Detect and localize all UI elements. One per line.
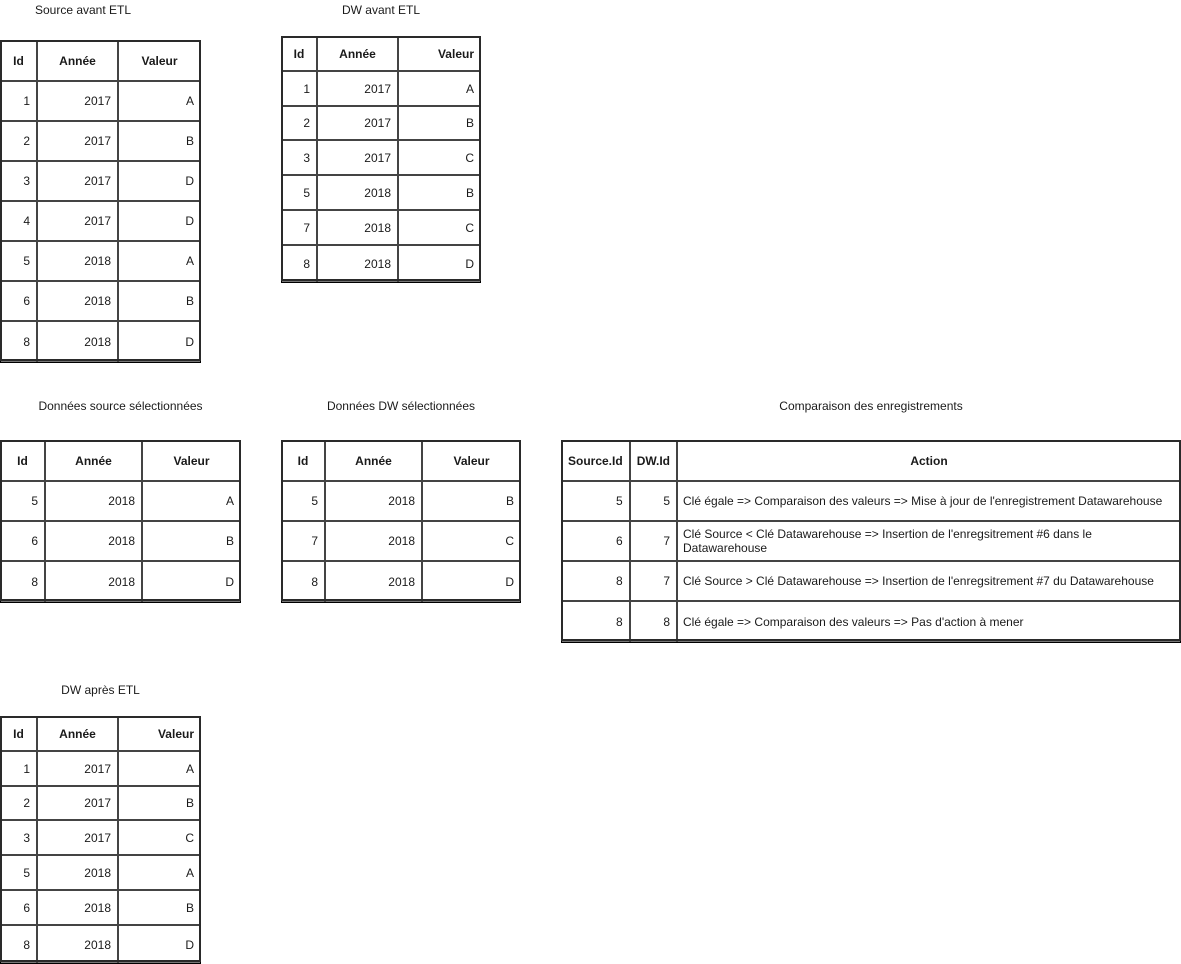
cell-value: D — [505, 575, 514, 589]
dw-after-table — [0, 716, 201, 964]
cell-value: D — [185, 937, 194, 952]
table-header-row — [282, 441, 520, 482]
table-row — [1, 926, 200, 963]
column-header: Valeur — [399, 37, 480, 72]
cell-id: 3 — [282, 141, 318, 176]
cell-year: 2018 — [318, 211, 399, 246]
cell-year: 2017 — [38, 787, 119, 821]
source-before-title: Source avant ETL — [34, 3, 132, 17]
cell-action: Clé Source < Clé Datawarehouse => Insertion de l'enregsitrement #6 dans le Datawarehouse — [678, 522, 1180, 562]
cell-dw-id: 7 — [631, 522, 678, 562]
table-header-row — [1, 717, 200, 752]
cell-id: 5 — [1, 242, 38, 282]
table-row — [562, 602, 1180, 642]
cell-id: 8 — [282, 562, 326, 602]
column-header: Valeur — [143, 441, 240, 482]
source-selected-table — [0, 440, 241, 603]
cell-value: B — [399, 107, 480, 141]
cell-value: D — [185, 335, 194, 349]
cell-id: 2 — [282, 107, 318, 141]
dw-before-title: DW avant ETL — [341, 3, 421, 17]
cell-value: D — [465, 257, 474, 271]
cell-source-id: 5 — [562, 482, 631, 522]
cell-id: 5 — [1, 482, 46, 522]
table-row — [282, 72, 480, 107]
dw-after-title: DW après ETL — [61, 683, 140, 697]
cell-year: 2017 — [38, 122, 119, 162]
table-row — [282, 482, 520, 522]
cell-year: 2018 — [46, 482, 143, 522]
table-row — [282, 176, 480, 211]
cell-year: 2017 — [38, 821, 119, 856]
cell-year: 2018 — [46, 522, 143, 562]
table-row — [1, 522, 240, 562]
column-header: Id — [1, 717, 38, 752]
cell-year: 2017 — [38, 162, 119, 202]
cell-value: B — [119, 787, 200, 821]
cell-value: A — [119, 752, 200, 787]
table-row — [1, 752, 200, 787]
table-row — [1, 322, 200, 362]
table-row — [1, 482, 240, 522]
cell-dw-id: 5 — [631, 482, 678, 522]
table-row — [1, 562, 240, 602]
cell-year: 2018 — [38, 891, 119, 926]
cell-source-id: 8 — [562, 602, 631, 642]
column-header: Source.Id — [562, 441, 631, 482]
source-before-table — [0, 40, 201, 363]
column-header: Id — [282, 37, 318, 72]
cell-year: 2018 — [38, 322, 119, 362]
cell-id: 6 — [1, 522, 46, 562]
table-row — [1, 242, 200, 282]
cell-value: D — [225, 575, 234, 589]
table-row — [282, 246, 480, 282]
table-row — [282, 522, 520, 562]
table-row — [1, 202, 200, 242]
table-row — [282, 211, 480, 246]
cell-id: 2 — [1, 122, 38, 162]
dw-selected-table — [281, 440, 521, 603]
table-row — [282, 562, 520, 602]
column-header: Valeur — [423, 441, 520, 482]
table-row — [1, 122, 200, 162]
cell-value: B — [399, 176, 480, 211]
cell-year: 2017 — [318, 72, 399, 107]
cell-value: A — [399, 72, 480, 107]
column-header: Id — [282, 441, 326, 482]
cell-id: 1 — [282, 72, 318, 107]
cell-value: C — [423, 522, 520, 562]
dw-selected-title: Données DW sélectionnées — [326, 399, 476, 413]
cell-id: 6 — [1, 282, 38, 322]
cell-year: 2018 — [326, 482, 423, 522]
cell-year: 2017 — [38, 202, 119, 242]
column-header: Action — [678, 441, 1180, 482]
cell-dw-id: 8 — [631, 602, 678, 642]
cell-value: B — [119, 891, 200, 926]
column-header: Année — [38, 717, 119, 752]
table-header-row — [562, 441, 1180, 482]
cell-id: 2 — [1, 787, 38, 821]
cell-year: 2018 — [38, 856, 119, 891]
cell-value: A — [119, 82, 200, 122]
table-row — [1, 787, 200, 821]
column-header: Année — [326, 441, 423, 482]
cell-year: 2017 — [38, 752, 119, 787]
source-selected-title: Données source sélectionnées — [38, 399, 203, 413]
column-header: Valeur — [119, 717, 200, 752]
table-row — [1, 891, 200, 926]
cell-value: C — [399, 141, 480, 176]
table-row — [1, 856, 200, 891]
cell-source-id: 8 — [562, 562, 631, 602]
cell-year: 2017 — [38, 82, 119, 122]
cell-value: D — [119, 202, 200, 242]
cell-value: B — [119, 122, 200, 162]
table-row — [1, 282, 200, 322]
cell-year: 2018 — [38, 282, 119, 322]
cell-year: 2018 — [326, 522, 423, 562]
cell-value: D — [119, 162, 200, 202]
cell-action: Clé Source > Clé Datawarehouse => Insertion de l'enregsitrement #7 du Datawarehouse — [678, 562, 1180, 602]
cell-value: B — [119, 282, 200, 322]
column-header: Année — [318, 37, 399, 72]
cell-year: 2018 — [318, 246, 399, 282]
cell-value: A — [119, 856, 200, 891]
cell-id: 5 — [282, 482, 326, 522]
cell-action: Clé égale => Comparaison des valeurs => Mise à jour de l'enregistrement Datawarehouse — [678, 482, 1180, 522]
cell-year: 2018 — [326, 562, 423, 602]
cell-id: 6 — [1, 891, 38, 926]
cell-id: 8 — [282, 246, 318, 282]
cell-year: 2017 — [318, 107, 399, 141]
cell-value: C — [119, 821, 200, 856]
table-header-row — [1, 41, 200, 82]
cell-id: 1 — [1, 752, 38, 787]
column-header: Valeur — [119, 41, 200, 82]
table-row — [282, 107, 480, 141]
table-row — [562, 522, 1180, 562]
cell-source-id: 6 — [562, 522, 631, 562]
cell-dw-id: 7 — [631, 562, 678, 602]
cell-id: 5 — [282, 176, 318, 211]
table-row — [1, 821, 200, 856]
table-row — [562, 562, 1180, 602]
dw-before-table — [281, 36, 481, 283]
column-header: Année — [38, 41, 119, 82]
table-row — [1, 162, 200, 202]
cell-id: 7 — [282, 211, 318, 246]
cell-id: 8 — [1, 926, 38, 963]
cell-year: 2018 — [38, 926, 119, 963]
cell-year: 2018 — [38, 242, 119, 282]
comparison-title: Comparaison des enregistrements — [779, 399, 963, 413]
cell-id: 3 — [1, 821, 38, 856]
cell-year: 2017 — [318, 141, 399, 176]
cell-value: C — [399, 211, 480, 246]
column-header: Id — [1, 41, 38, 82]
cell-id: 5 — [1, 856, 38, 891]
cell-id: 4 — [1, 202, 38, 242]
table-row — [1, 82, 200, 122]
cell-year: 2018 — [318, 176, 399, 211]
cell-id: 1 — [1, 82, 38, 122]
cell-value: B — [143, 522, 240, 562]
table-header-row — [282, 37, 480, 72]
cell-value: A — [143, 482, 240, 522]
column-header: Id — [1, 441, 46, 482]
table-row — [282, 141, 480, 176]
comparison-table — [561, 440, 1181, 643]
cell-year: 2018 — [46, 562, 143, 602]
table-header-row — [1, 441, 240, 482]
table-row — [562, 482, 1180, 522]
cell-id: 7 — [282, 522, 326, 562]
cell-id: 8 — [1, 322, 38, 362]
cell-id: 3 — [1, 162, 38, 202]
cell-value: A — [119, 242, 200, 282]
cell-value: B — [423, 482, 520, 522]
column-header: Année — [46, 441, 143, 482]
cell-action: Clé égale => Comparaison des valeurs => Pas d'action à mener — [683, 615, 1024, 629]
column-header: DW.Id — [631, 441, 678, 482]
cell-id: 8 — [1, 562, 46, 602]
